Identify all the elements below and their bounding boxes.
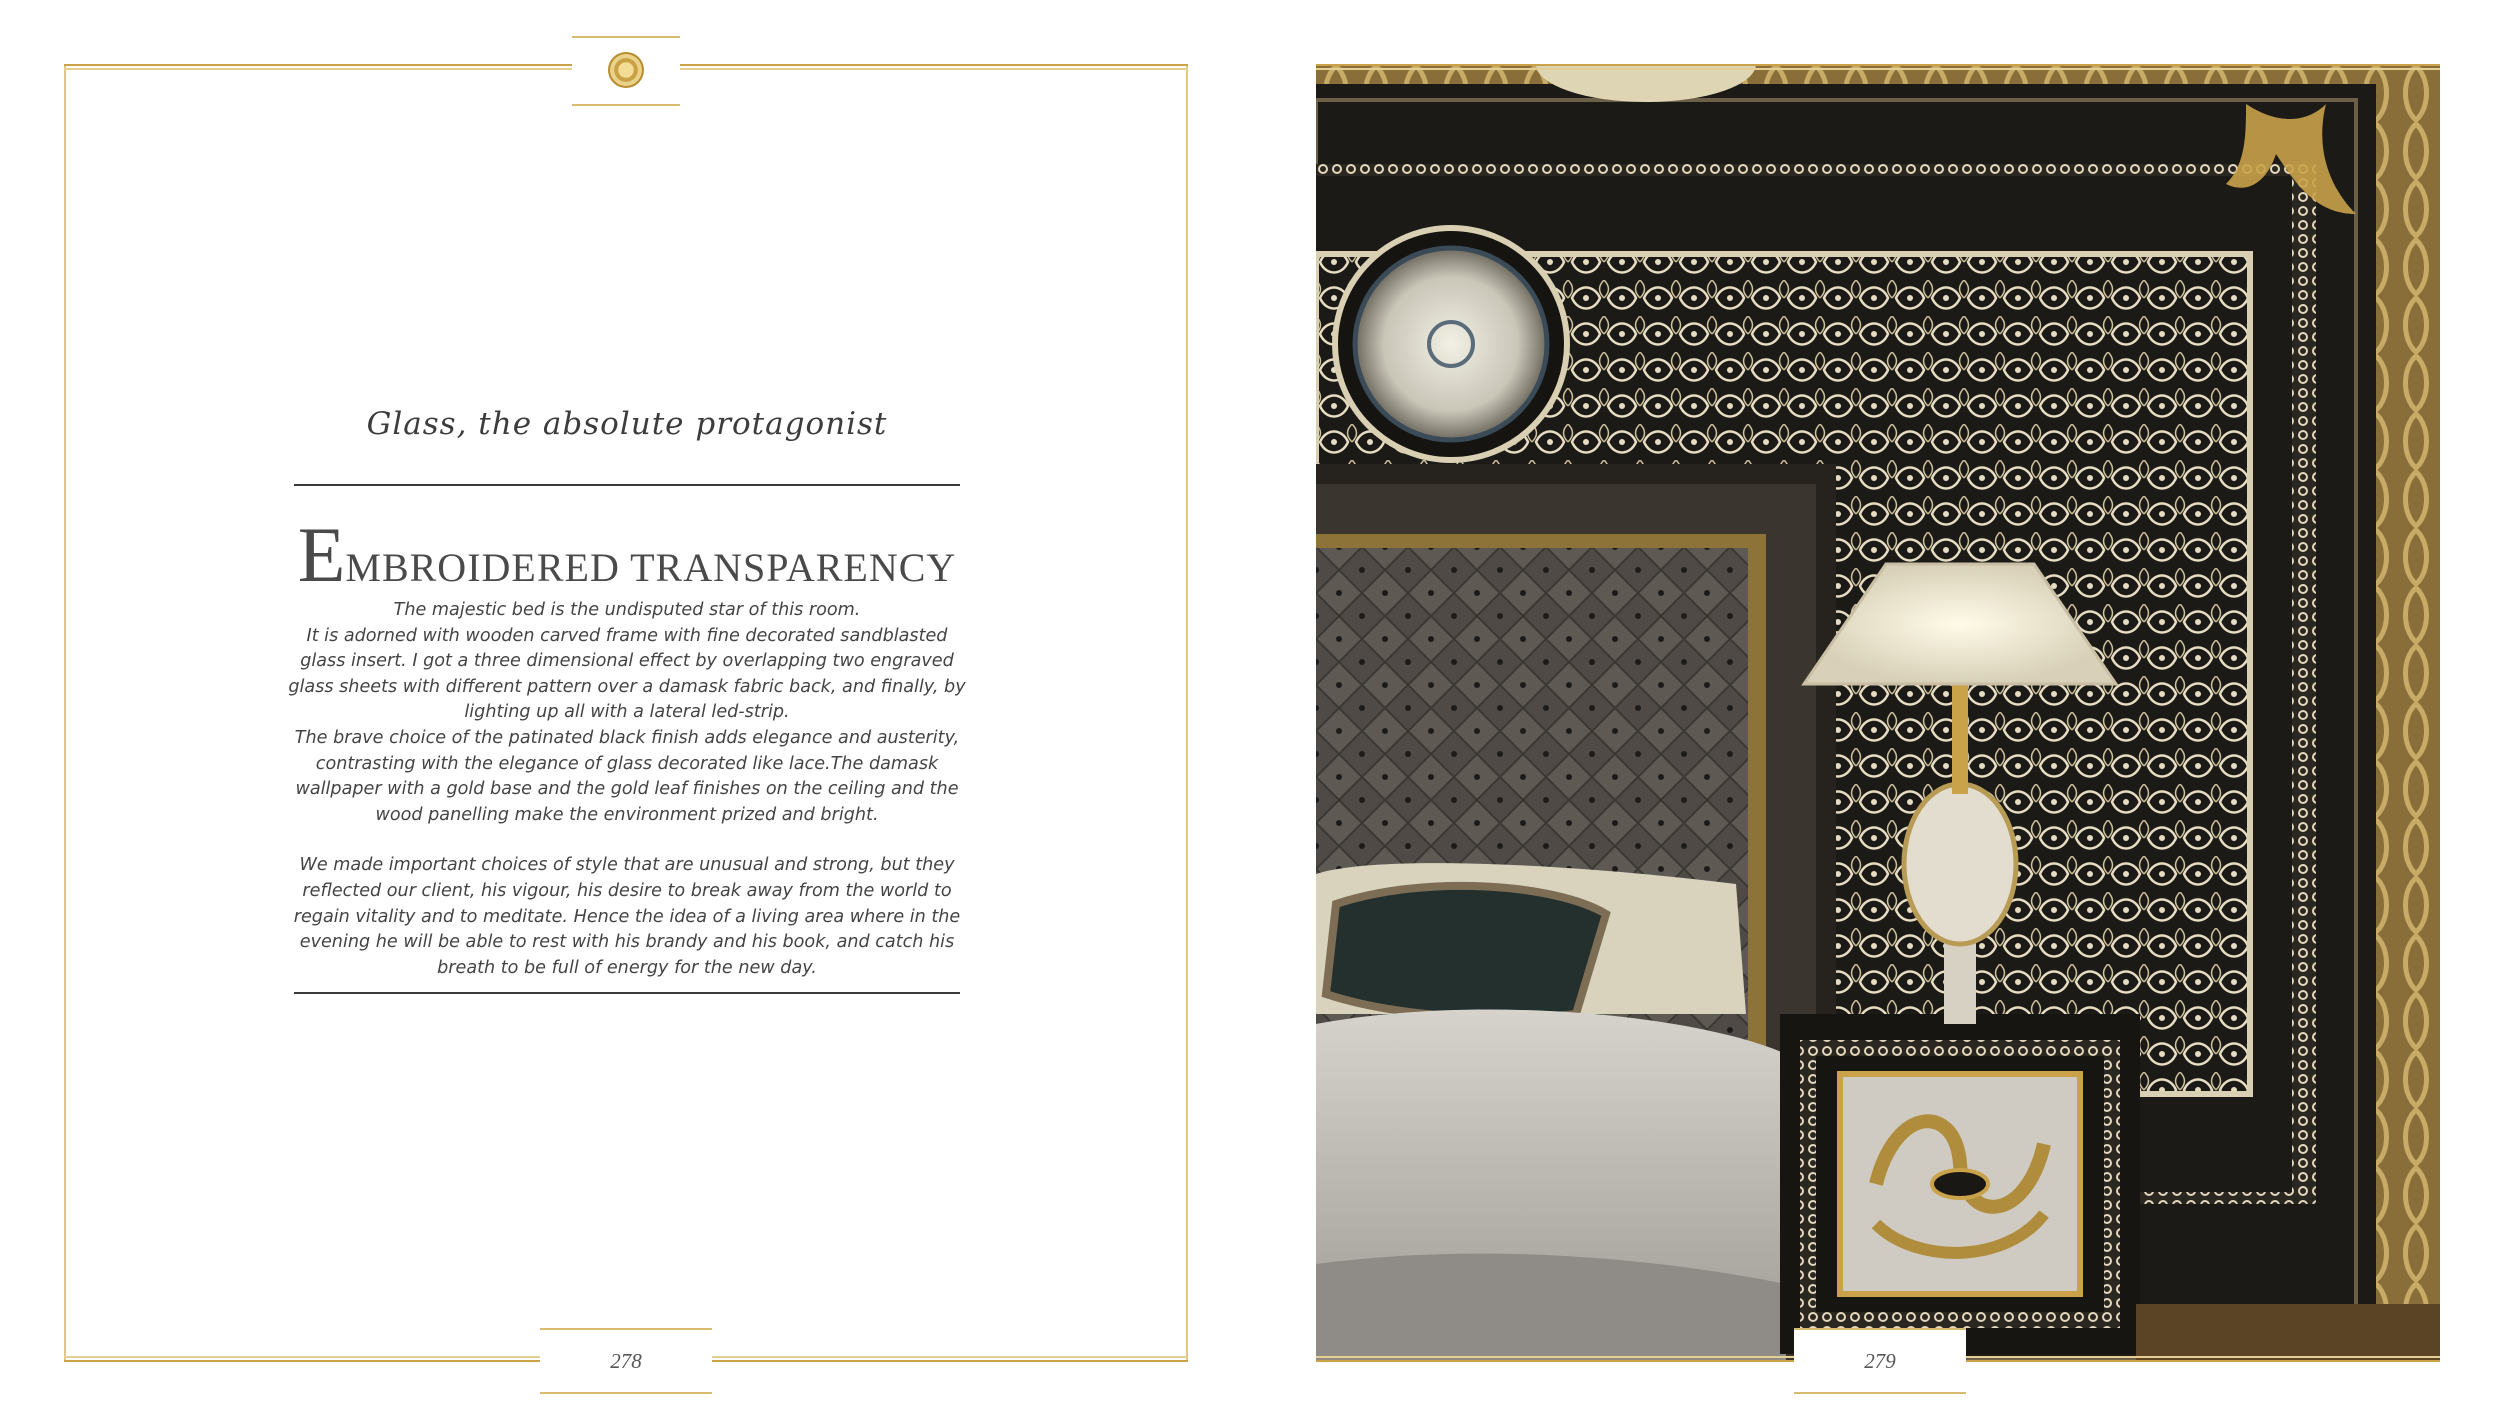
right-top-gold-rule — [1316, 64, 2440, 70]
section-subtitle: Glass, the absolute protagonist — [366, 406, 888, 442]
page-number-left: 278 — [540, 1328, 712, 1394]
body-text — [286, 598, 968, 981]
headline-rest: MBROIDERED TRANSPARENCY — [345, 545, 957, 590]
paragraph: The brave choice of the patinated black finish adds elegance and austerity, contrasting with the elegance of glass decorated like lace.The damask wallpaper with a gold base and the gold leaf finishes on the ceiling and the wood panelling make the environment prized and bright. — [294, 727, 960, 825]
headline-top-rule — [294, 484, 960, 486]
paragraph: The majestic bed is the undisputed star of this room. — [393, 600, 861, 620]
headline-initial: E — [297, 511, 346, 598]
headline — [294, 510, 960, 600]
bedroom-photo — [1316, 64, 2440, 1360]
gold-medallion-icon — [608, 52, 644, 88]
body-bottom-rule — [294, 992, 960, 994]
page-number-right: 279 — [1794, 1328, 1966, 1394]
paragraph: We made important choices of style that are unusual and strong, but they reflected our client, his vigour, his desire to break away from the world to regain vitality and to meditate. Hence the idea of a living area where in the evening he will be able to rest with his brandy and his book, and catch his breath to be full of energy for the new day. — [293, 855, 961, 978]
medallion-ornament — [572, 36, 680, 106]
paragraph: It is adorned with wooden carved frame with fine decorated sandblasted glass insert. I got a three dimensional effect by overlapping two engraved glass sheets with different pattern over a damask fabric back, and finally, by lighting up all with a lateral led-strip. — [288, 625, 966, 723]
bedroom-illustration — [1316, 64, 2440, 1360]
